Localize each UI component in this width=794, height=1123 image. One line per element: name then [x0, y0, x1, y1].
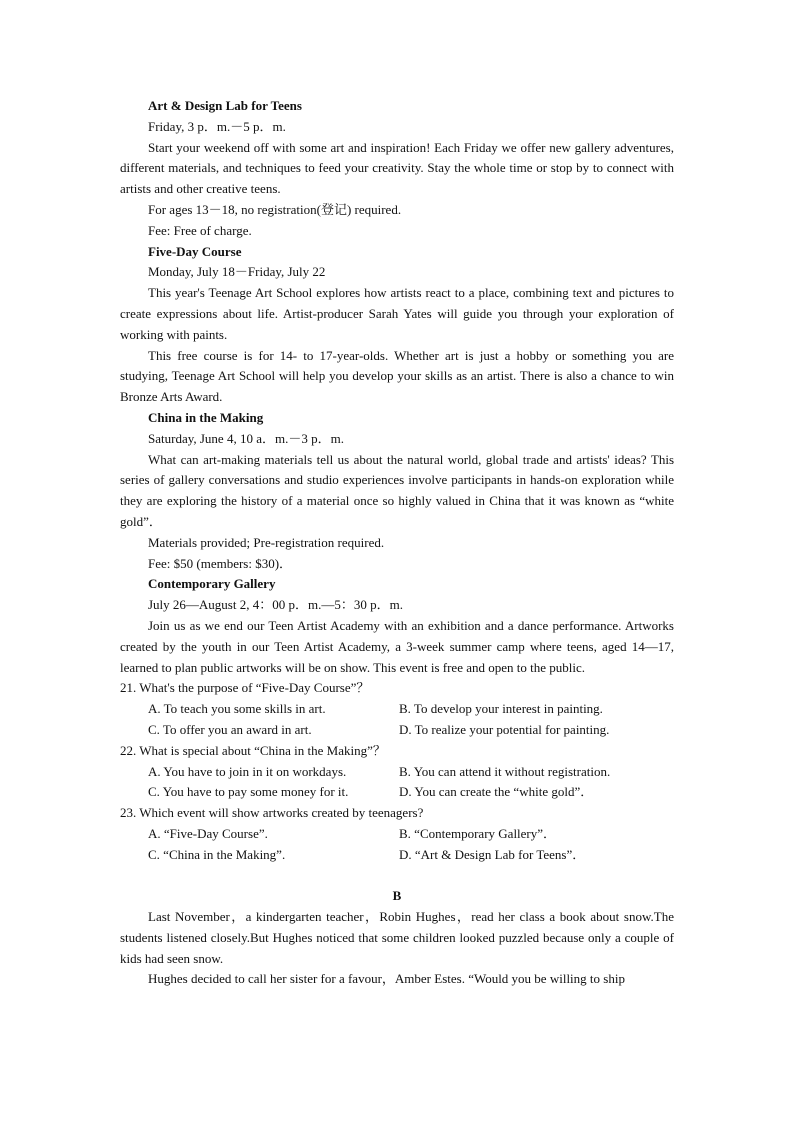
option-b: B. You can attend it without registration. — [399, 763, 611, 779]
event-description: This free course is for 14- to 17-year-olds. Whether art is just a hobby or something you are studying, Teenage Art School will help you develop your skills as an artist. There is also a chance to win Bronze Arts Award. — [120, 347, 674, 405]
question-stem: 21. What's the purpose of “Five-Day Course”？ — [120, 680, 370, 696]
event-description: This year's Teenage Art School explores how artists react to a place, combining text and pictures to create expressions about life. Artist-producer Sarah Yates will guide you through your exploration of working with paints. — [120, 285, 674, 342]
event-title: Five-Day Course — [148, 243, 242, 259]
section-heading: B — [392, 888, 402, 904]
options-row — [120, 845, 674, 866]
event-description: What can art-making materials tell us about the natural world, global trade and artists' ideas? This series of gallery conversations and studio experiences involve participants in hands-on exploration while they are exploring the history of a material once so highly valued in China that it was known as “white gold”． — [120, 451, 674, 529]
passage-paragraph: Last November，a kindergarten teacher，Robin Hughes，read her class a book about snow.The students listened closely.But Hughes noticed that some children looked puzzled because only a couple of kids had seen snow. — [120, 909, 674, 966]
event-china-in-the-making — [120, 408, 674, 574]
options-row — [120, 699, 674, 720]
event-materials: Materials provided; Pre-registration required. — [148, 534, 385, 550]
options-row — [120, 782, 674, 803]
option-b: B. “Contemporary Gallery”． — [399, 825, 557, 841]
event-fee: Fee: $50 (members: $30)． — [148, 555, 293, 571]
event-contemporary-gallery — [120, 574, 674, 678]
option-d: D. You can create the “white gold”． — [399, 784, 594, 800]
options-row — [120, 824, 674, 845]
event-ages: For ages 13－18, no registration(登记) required. — [148, 201, 402, 217]
event-five-day-course — [120, 242, 674, 408]
options-row — [120, 720, 674, 741]
question-21 — [120, 678, 674, 740]
question-23 — [120, 803, 674, 865]
option-a: A. “Five-Day Course”. — [148, 825, 268, 841]
event-title: Art & Design Lab for Teens — [148, 98, 302, 113]
event-title: Contemporary Gallery — [148, 576, 276, 592]
option-a: A. To teach you some skills in art. — [148, 701, 326, 717]
question-stem: 22. What is special about “China in the Making”？ — [120, 742, 386, 758]
option-d: D. “Art & Design Lab for Teens”． — [399, 846, 586, 862]
event-time: Monday, July 18－Friday, July 22 — [148, 264, 326, 280]
option-a: A. You have to join in it on workdays. — [148, 763, 347, 779]
event-description: Join us as we end our Teen Artist Academy with an exhibition and a dance performance. Artworks created by the youth in our Teen Artist Academy, a 3-week summer camp where teens, aged 14—17, learned to plan public artworks will be on show. This event is free and open to the public. — [120, 617, 674, 675]
event-time: Friday, 3 p．m.－5 p．m. — [148, 118, 286, 134]
event-time: Saturday, June 4, 10 a．m.－3 p．m. — [148, 430, 344, 446]
passage-paragraph: Hughes decided to call her sister for a favour，Amber Estes. “Would you be willing to ship — [148, 971, 625, 987]
question-22 — [120, 741, 674, 803]
event-art-design-lab — [120, 96, 674, 242]
question-stem: 23. Which event will show artworks created by teenagers? — [120, 805, 424, 821]
passage-b — [120, 886, 674, 990]
section-spacer — [120, 865, 674, 886]
document-page — [120, 96, 674, 990]
option-c: C. To offer you an award in art. — [148, 721, 312, 737]
options-row — [120, 762, 674, 783]
option-d: D. To realize your potential for painting. — [399, 721, 610, 737]
option-c: C. “China in the Making”. — [148, 846, 286, 862]
event-time: July 26—August 2, 4：00 p．m.—5：30 p．m. — [148, 597, 403, 613]
option-b: B. To develop your interest in painting. — [399, 701, 603, 717]
option-c: C. You have to pay some money for it. — [148, 784, 349, 800]
event-description: Start your weekend off with some art and inspiration! Each Friday we offer new gallery adventures, different materials, and techniques to feed your creativity. Stay the whole time or stop by to connect with artists and other creative teens. — [120, 139, 674, 197]
event-title: China in the Making — [148, 409, 264, 425]
event-fee: Fee: Free of charge. — [148, 222, 252, 238]
